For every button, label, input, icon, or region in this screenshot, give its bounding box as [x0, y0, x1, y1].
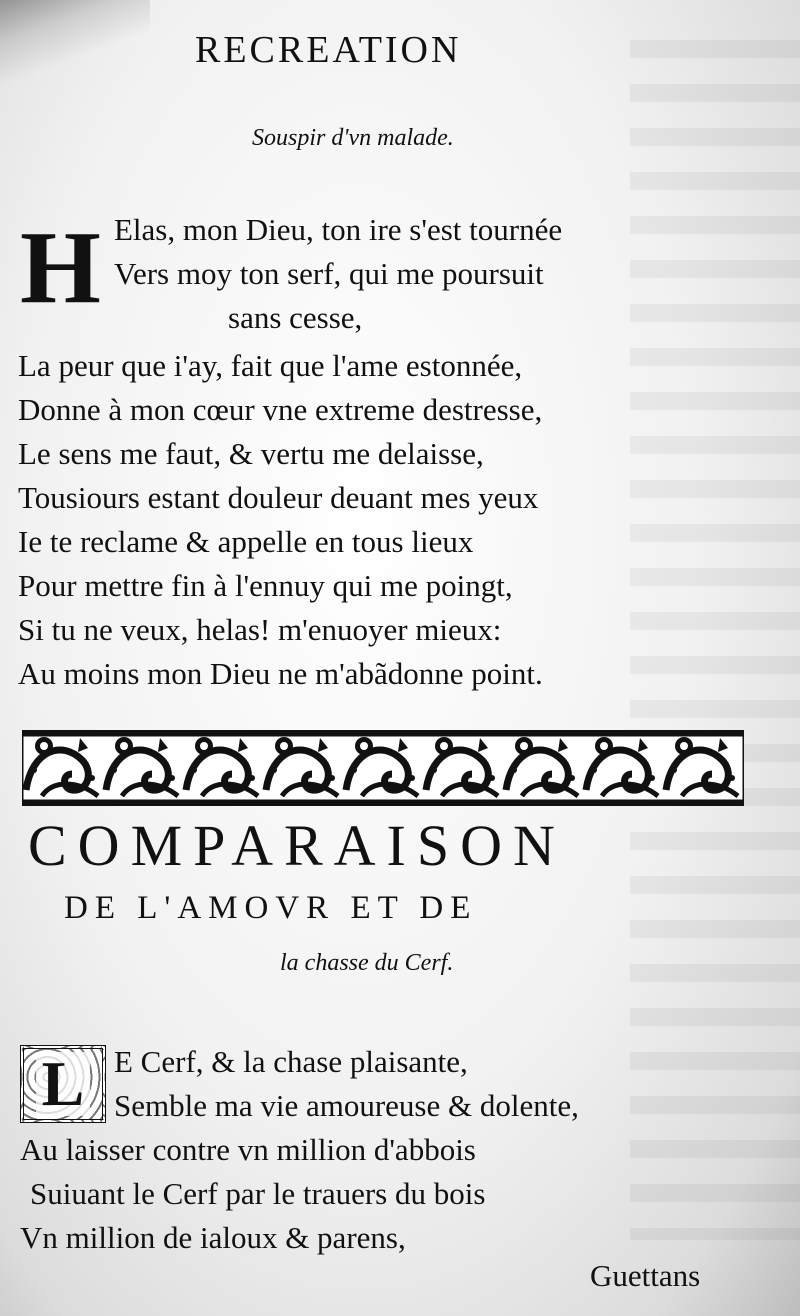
drop-cap-letter: L: [36, 1052, 91, 1116]
bleed-through-text: [630, 40, 800, 1240]
verse-line: Au laisser contre vn million d'abbois: [20, 1132, 476, 1167]
verse-line: Vn million de ialoux & parens,: [20, 1220, 406, 1255]
verse-line: Tousiours estant douleur deuant mes yeux: [18, 480, 539, 515]
ornate-drop-cap-l: [20, 1045, 106, 1123]
verse-line: sans cesse,: [228, 300, 363, 335]
verse-line: La peur que i'ay, fait que l'ame estonnée,: [18, 348, 523, 383]
section-heading: COMPARAISON: [28, 813, 566, 878]
poem-title: Souspir d'vn malade.: [252, 125, 454, 151]
drop-cap-h: H: [20, 210, 101, 325]
section-subtitle: la chasse du Cerf.: [280, 950, 454, 976]
page-corner-fold: [0, 0, 150, 90]
verse-line: Pour mettre fin à l'ennuy qui me poingt,: [18, 568, 513, 603]
running-head: RECREATION: [195, 29, 462, 71]
verse-line: Elas, mon Dieu, ton ire s'est tournée: [114, 212, 563, 247]
verse-line: Au moins mon Dieu ne m'abãdonne point.: [18, 656, 543, 691]
ornamental-border: [22, 730, 744, 806]
verse-line: Vers moy ton serf, qui me poursuit: [114, 256, 544, 291]
verse-line: Suiuant le Cerf par le trauers du bois: [30, 1176, 486, 1211]
verse-line: Semble ma vie amoureuse & dolente,: [114, 1088, 579, 1123]
section-subheading: DE L'AMOVR ET DE: [64, 890, 478, 926]
catchword: Guettans: [590, 1258, 701, 1293]
verse-line: Donne à mon cœur vne extreme destresse,: [18, 392, 543, 427]
verse-line: E Cerf, & la chase plaisante,: [114, 1044, 468, 1079]
verse-line: Le sens me faut, & vertu me delaisse,: [18, 436, 484, 471]
verse-line: Ie te reclame & appelle en tous lieux: [18, 524, 474, 559]
verse-line: Si tu ne veux, helas! m'enuoyer mieux:: [18, 612, 502, 647]
